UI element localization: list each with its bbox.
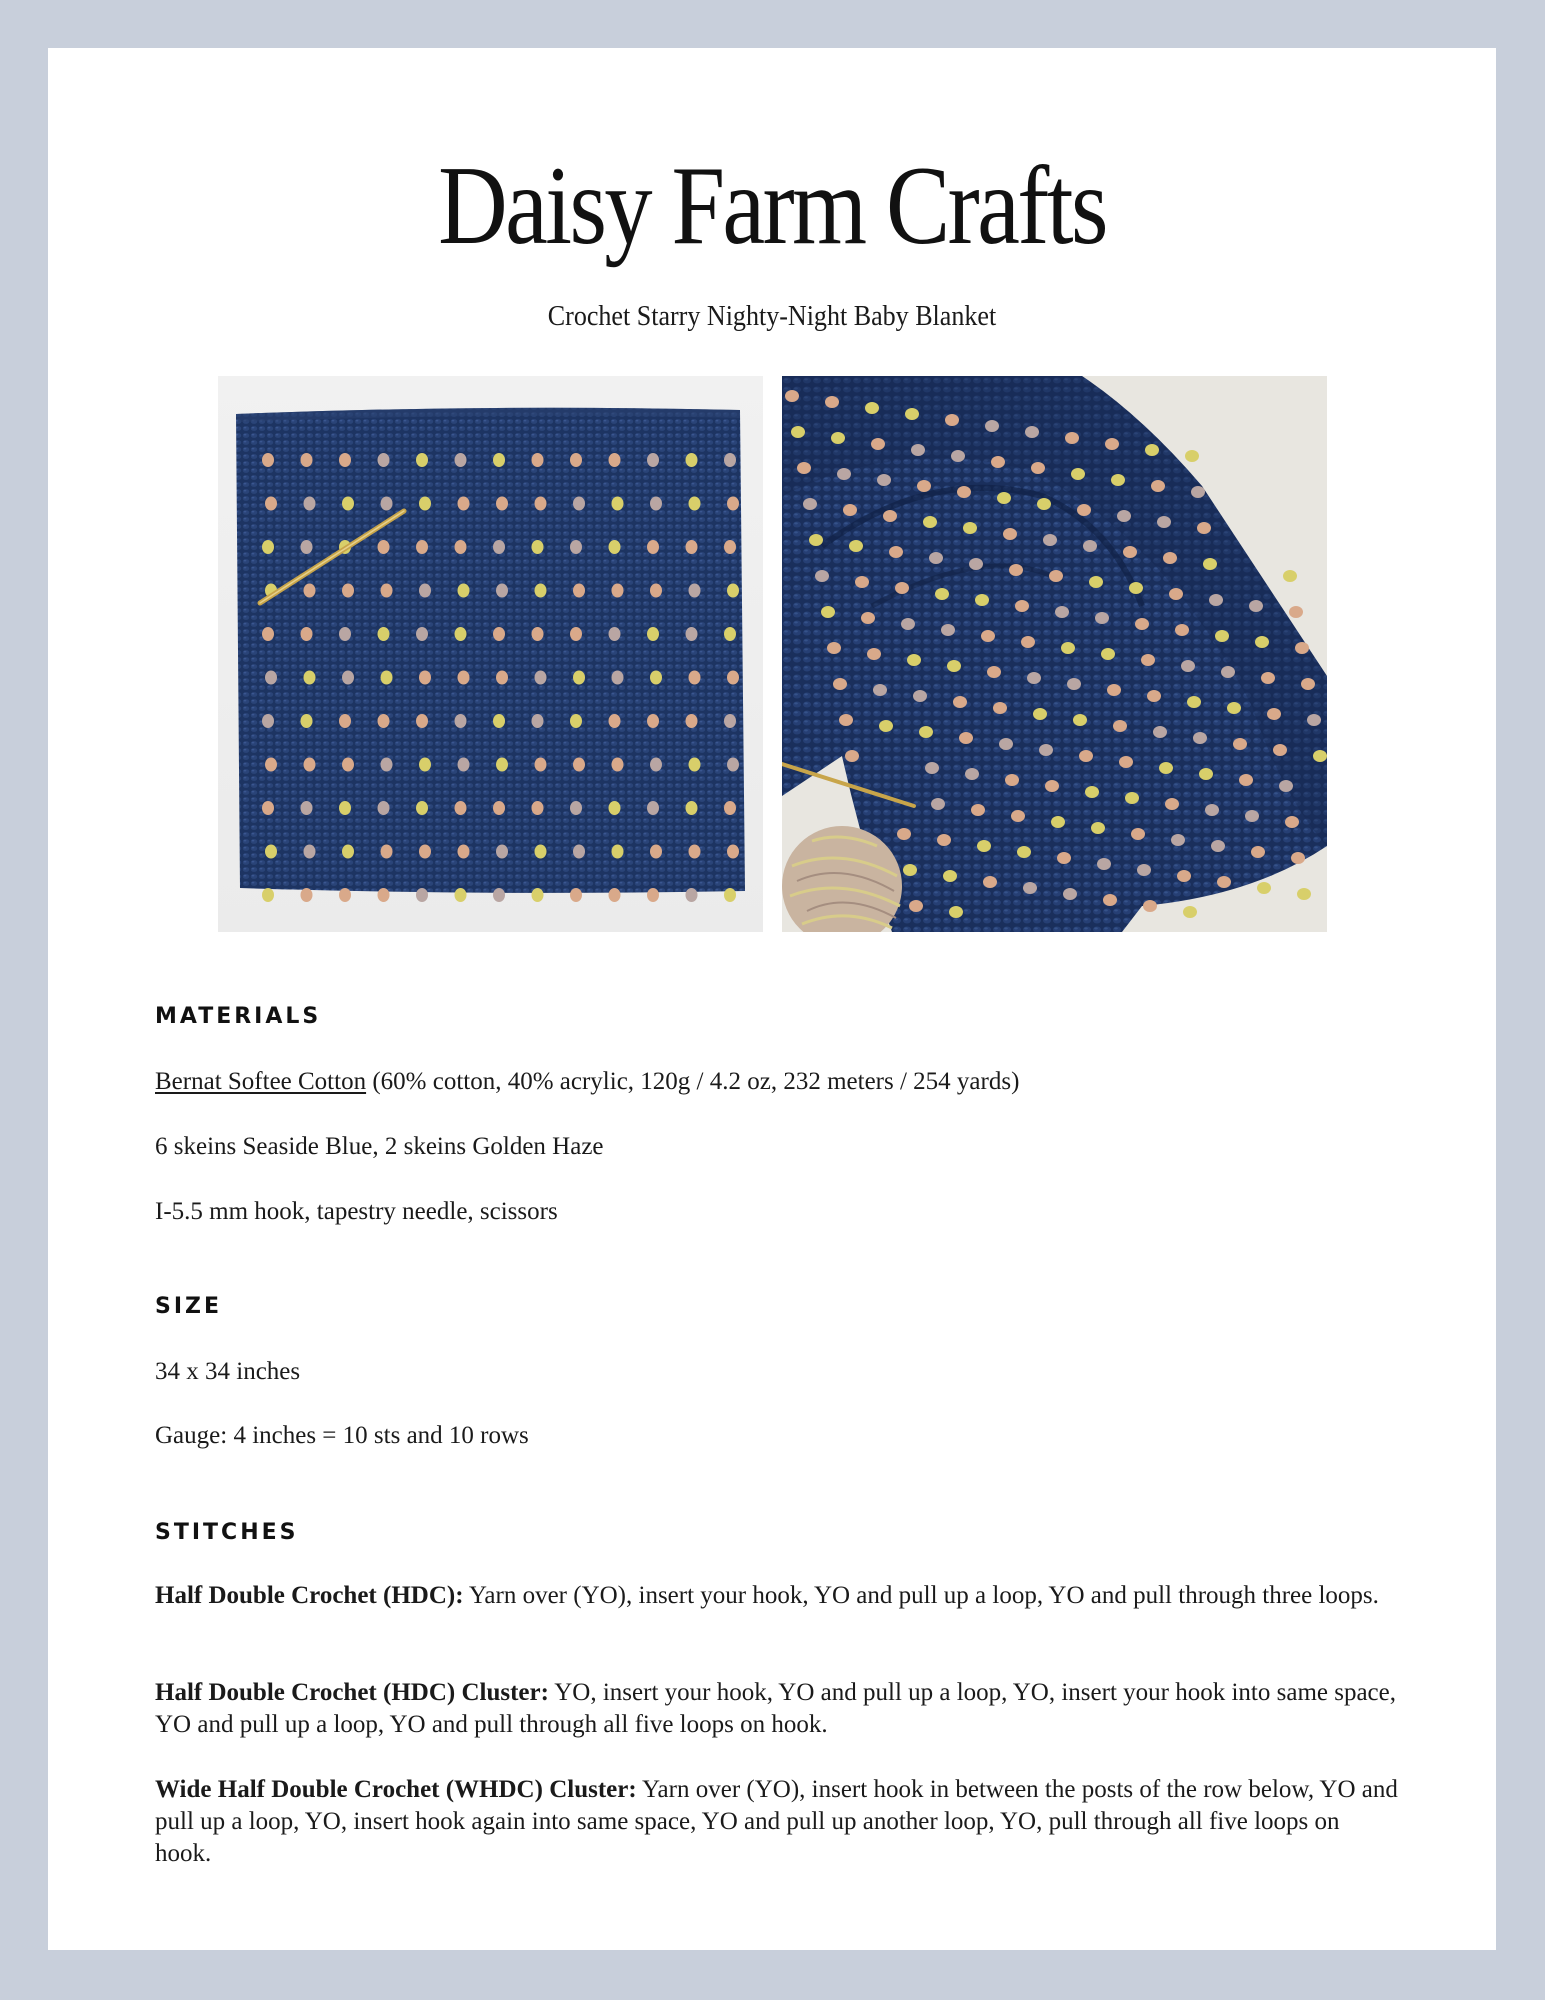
yarn-line xyxy=(155,1066,1019,1098)
blanket-draped-photo xyxy=(782,376,1327,932)
blanket-flat-image xyxy=(218,376,763,932)
stitch-desc: Yarn over (YO), insert hook in between the posts of the row below, YO and pull up a loop, YO, insert hook again into same space, YO and pull up another loop, YO, pull through all five loops on hook. xyxy=(155,1776,1398,1867)
stitch-hdc-cluster xyxy=(155,1677,1400,1741)
materials-heading: MATERIALS xyxy=(155,1004,322,1029)
blanket-draped-image xyxy=(782,376,1327,932)
pattern-subtitle: Crochet Starry Nighty-Night Baby Blanket xyxy=(547,301,997,332)
site-title: Daisy Farm Crafts xyxy=(438,144,1106,268)
stitches-heading: STITCHES xyxy=(155,1520,299,1545)
stitch-term: Half Double Crochet (HDC) Cluster: xyxy=(155,1679,549,1706)
pattern-page xyxy=(48,48,1496,1950)
yarn-details: (60% cotton, 40% acrylic, 120g / 4.2 oz, 232 meters / 254 yards) xyxy=(366,1068,1020,1095)
stitch-term: Half Double Crochet (HDC): xyxy=(155,1582,464,1609)
dimensions-line: 34 x 34 inches xyxy=(155,1358,301,1385)
stitch-whdc-cluster xyxy=(155,1774,1400,1870)
stitch-desc: YO, insert your hook, YO and pull up a loop, YO, insert your hook into same space, YO and pull up a loop, YO and pull through all five loops on hook. xyxy=(155,1679,1397,1738)
size-heading: SIZE xyxy=(155,1294,223,1319)
stitch-desc: Yarn over (YO), insert your hook, YO and pull up a loop, YO and pull through three loops. xyxy=(463,1582,1379,1609)
tools-line: I-5.5 mm hook, tapestry needle, scissors xyxy=(155,1198,558,1225)
stitch-term: Wide Half Double Crochet (WHDC) Cluster: xyxy=(155,1776,637,1803)
blanket-flat-photo xyxy=(218,376,763,932)
stitch-hdc xyxy=(155,1580,1400,1612)
skeins-line: 6 skeins Seaside Blue, 2 skeins Golden Haze xyxy=(155,1133,604,1160)
yarn-product-link[interactable]: Bernat Softee Cotton xyxy=(155,1068,367,1095)
gauge-line: Gauge: 4 inches = 10 sts and 10 rows xyxy=(155,1422,529,1449)
